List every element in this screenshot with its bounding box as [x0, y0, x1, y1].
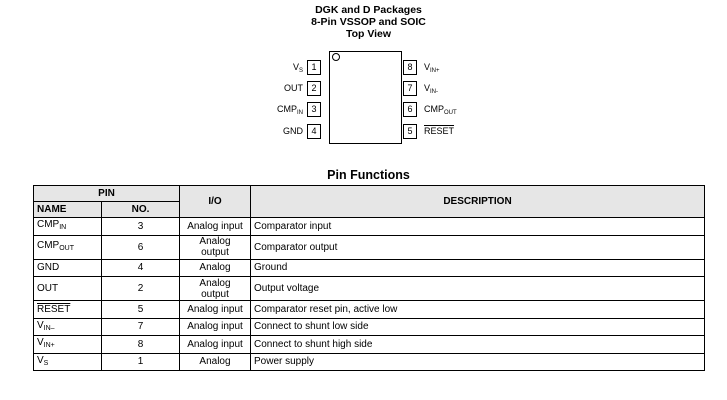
pin-io-cell: Analog input: [180, 336, 251, 354]
pin-number-1: 1: [307, 60, 321, 75]
pin-name-cell: GND: [34, 259, 102, 277]
table-row: [34, 277, 705, 301]
table-row: [34, 235, 705, 259]
pin-io-cell: Analog output: [180, 235, 251, 259]
pin-label-l-1: $V_S$: [292, 62, 303, 74]
pin-io-cell: Analog output: [180, 277, 251, 301]
pin-number-cell: 3: [102, 218, 180, 236]
pin-number-2: 2: [307, 81, 321, 96]
pin-description-cell: Comparator output: [251, 235, 705, 259]
table-row: [34, 218, 705, 236]
pin-description-cell: Comparator reset pin, active low: [251, 301, 705, 319]
pin-label-l-2: OUT: [284, 83, 303, 93]
pin-number-cell: 7: [102, 318, 180, 336]
table-row: [34, 336, 705, 354]
pin-number-cell: 8: [102, 336, 180, 354]
header-no: NO.: [102, 202, 180, 218]
package-title-line3: Top View: [345, 28, 392, 40]
pin-name-cell: RESET: [34, 301, 102, 319]
pin-io-cell: Analog input: [180, 318, 251, 336]
pin-functions-title: Pin Functions: [327, 168, 410, 182]
pin-io-cell: Analog input: [180, 218, 251, 236]
pin-number-7: 7: [403, 81, 417, 96]
pin-number-cell: 4: [102, 259, 180, 277]
package-title-line1: DGK and D Packages: [315, 4, 422, 16]
pin-name-cell: $V_{IN-}$: [34, 318, 102, 336]
pin-label-r-2: $V_{IN-}$: [424, 83, 439, 95]
package-title-line2: 8-Pin VSSOP and SOIC: [311, 16, 426, 28]
pin-io-cell: Analog input: [180, 301, 251, 319]
pin-description-cell: Connect to shunt low side: [251, 318, 705, 336]
table-row: [34, 301, 705, 319]
pin-number-4: 4: [307, 124, 321, 139]
pin-name-cell: $V_S$: [34, 353, 102, 371]
pin-name-cell: $V_{IN+}$: [34, 336, 102, 354]
pin-description-cell: Connect to shunt high side: [251, 336, 705, 354]
table-row: [34, 259, 705, 277]
table-row: [34, 353, 705, 371]
pin-number-cell: 2: [102, 277, 180, 301]
package-body: [329, 51, 402, 144]
pin-io-cell: Analog: [180, 353, 251, 371]
header-io: I/O: [180, 186, 251, 218]
pin-description-cell: Ground: [251, 259, 705, 277]
pin1-marker-icon: [332, 53, 340, 61]
pin-functions-table: [33, 185, 705, 371]
pin-number-3: 3: [307, 102, 321, 117]
pin-label-r-4: RESET: [424, 126, 455, 136]
pin-description-cell: Power supply: [251, 353, 705, 371]
pin-number-6: 6: [403, 102, 417, 117]
pin-name-cell: $CMP_{IN}$: [34, 218, 102, 236]
pin-number-cell: 5: [102, 301, 180, 319]
pin-number-8: 8: [403, 60, 417, 75]
pin-name-cell: $CMP_{OUT}$: [34, 235, 102, 259]
pin-number-5: 5: [403, 124, 417, 139]
pin-label-r-1: $V_{IN+}$: [424, 62, 440, 74]
pin-description-cell: Comparator input: [251, 218, 705, 236]
pin-label-r-3: $CMP_{OUT}$: [424, 104, 457, 116]
pin-description-cell: Output voltage: [251, 277, 705, 301]
header-pin: PIN: [34, 186, 180, 202]
pin-label-l-4: GND: [283, 126, 303, 136]
table-row: [34, 318, 705, 336]
pin-number-cell: 1: [102, 353, 180, 371]
pin-number-cell: 6: [102, 235, 180, 259]
pin-name-cell: OUT: [34, 277, 102, 301]
header-name: NAME: [34, 202, 102, 218]
pin-label-l-3: $CMP_{IN}$: [277, 104, 303, 116]
header-description: DESCRIPTION: [251, 186, 705, 218]
pin-io-cell: Analog: [180, 259, 251, 277]
